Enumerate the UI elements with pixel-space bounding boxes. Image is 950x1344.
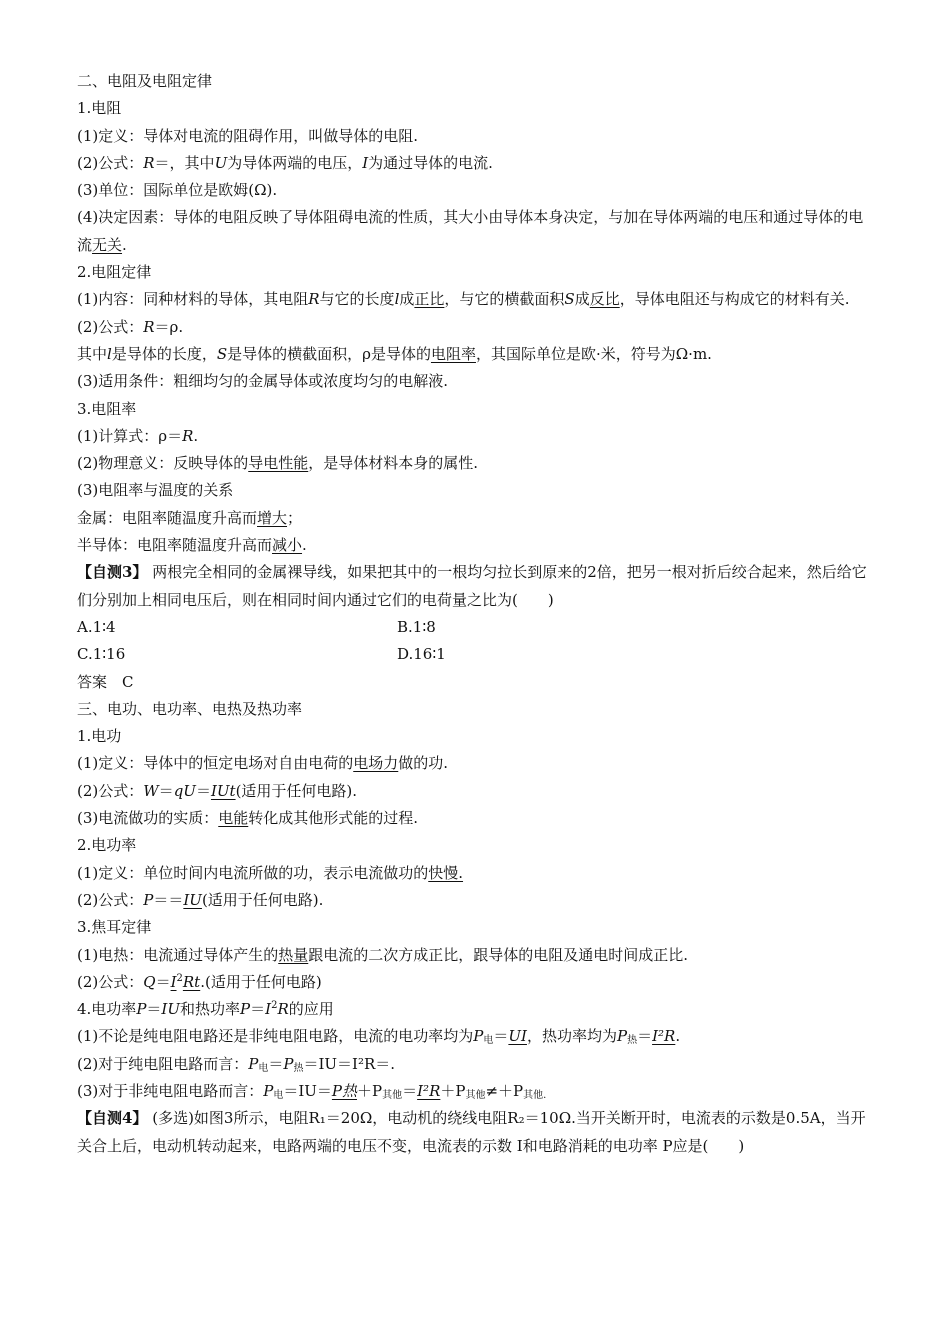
document-page <box>77 68 877 1160</box>
paragraph: (2)公式：W＝qU＝IUt(适用于任何电路). <box>77 781 358 800</box>
answer: 答案 C <box>77 672 134 691</box>
paragraph: (3)单位：国际单位是欧姆(Ω). <box>77 181 278 200</box>
subheading: 1.电功 <box>77 727 122 746</box>
subheading: 4.电功率P＝IU和热功率$P=I^2R$的应用 <box>77 1000 334 1019</box>
section-heading: 二、电阻及电阻定律 <box>77 72 213 90</box>
question-4: 【自测4】 (多选)如图3所示，电阻R₁＝20Ω，电动机的绕线电阻R₂＝10Ω.当开关断开时，电流表的示数是0.5A，当开关合上后，电动机转动起来，电路两端的电压不变，电流表的示数 I和电路消耗的电功率 P应是( ) <box>77 1109 866 1155</box>
subheading: 3.焦耳定律 <box>77 918 152 937</box>
paragraph: (3)适用条件：粗细均匀的金属导体或浓度均匀的电解液. <box>77 372 449 391</box>
section-heading: 三、电功、电功率、电热及热功率 <box>77 699 303 718</box>
paragraph: (1)不论是纯电阻电路还是非纯电阻电路，电流的电功率均为$P_电=UI$，热功率均为$P_热=I^2R$. <box>77 1027 681 1047</box>
paragraph: 金属：电阻率随温度升高而增大； <box>77 508 303 527</box>
paragraph: (1)定义：导体对电流的阻碍作用，叫做导体的电阻. <box>77 126 419 145</box>
paragraph: (2)物理意义：反映导体的导电性能，是导体材料本身的属性. <box>77 454 479 473</box>
subheading: 1.电阻 <box>77 99 122 118</box>
paragraph: 其中l是导体的长度，S是导体的横截面积，ρ是导体的电阻率，其国际单位是欧·米，符号为Ω·m. <box>77 344 712 363</box>
paragraph: (3)电阻率与温度的关系 <box>77 481 234 500</box>
option-a: A.1∶4 <box>77 617 116 636</box>
paragraph: (2)公式：P＝＝IU(适用于任何电路). <box>77 890 324 909</box>
option-b: B.1∶8 <box>397 617 436 636</box>
options-row <box>77 641 877 668</box>
paragraph: 半导体：电阻率随温度升高而减小. <box>77 536 307 555</box>
paragraph: (4)决定因素：导体的电阻反映了导体阻碍电流的性质，其大小由导体本身决定，与加在导体两端的电压和通过导体的电流无关. <box>77 208 864 254</box>
question-3: 【自测3】 两根完全相同的金属裸导线，如果把其中的一根均匀拉长到原来的2倍，把另一根对折后绞合起来，然后给它们分别加上相同电压后，则在相同时间内通过它们的电荷量之比为( ) <box>77 563 867 609</box>
paragraph: (1)内容：同种材料的导体，其电阻R与它的长度l成正比，与它的横截面积S成反比，导体电阻还与构成它的材料有关. <box>77 290 850 309</box>
paragraph: (1)电热：电流通过导体产生的热量跟电流的二次方成正比，跟导体的电阻及通电时间成正比. <box>77 945 689 964</box>
paragraph: (3)电流做功的实质：电能转化成其他形式能的过程. <box>77 809 419 828</box>
paragraph: (1)计算式：ρ＝R. <box>77 426 199 445</box>
paragraph: (3)对于非纯电阻电路而言：$P_电=IU=P$热$+P_{其他}=I^2R+P_{其他}\ne+P_{其他.}$ <box>77 1081 547 1101</box>
question-tag: 【自测3】 <box>77 563 148 582</box>
options-row <box>77 614 877 641</box>
paragraph: (1)定义：导体中的恒定电场对自由电荷的电场力做的功. <box>77 754 449 773</box>
paragraph: (2)公式：R＝，其中U为导体两端的电压，I为通过导体的电流. <box>77 153 493 172</box>
option-d: D.16∶1 <box>397 645 446 664</box>
subheading: 3.电阻率 <box>77 399 137 418</box>
subheading: 2.电功率 <box>77 836 137 855</box>
option-c: C.1∶16 <box>77 645 126 664</box>
subheading: 2.电阻定律 <box>77 263 152 282</box>
paragraph: (2)对于纯电阻电路而言：$P_电=P_热=IU=I^2R=$. <box>77 1054 396 1074</box>
paragraph: (1)定义：单位时间内电流所做的功，表示电流做功的快慢. <box>77 863 464 882</box>
paragraph: (2)公式：$Q=I^2Rt$.(适用于任何电路) <box>77 972 322 991</box>
paragraph: (2)公式：R＝ρ. <box>77 317 184 336</box>
question-tag: 【自测4】 <box>77 1109 148 1128</box>
